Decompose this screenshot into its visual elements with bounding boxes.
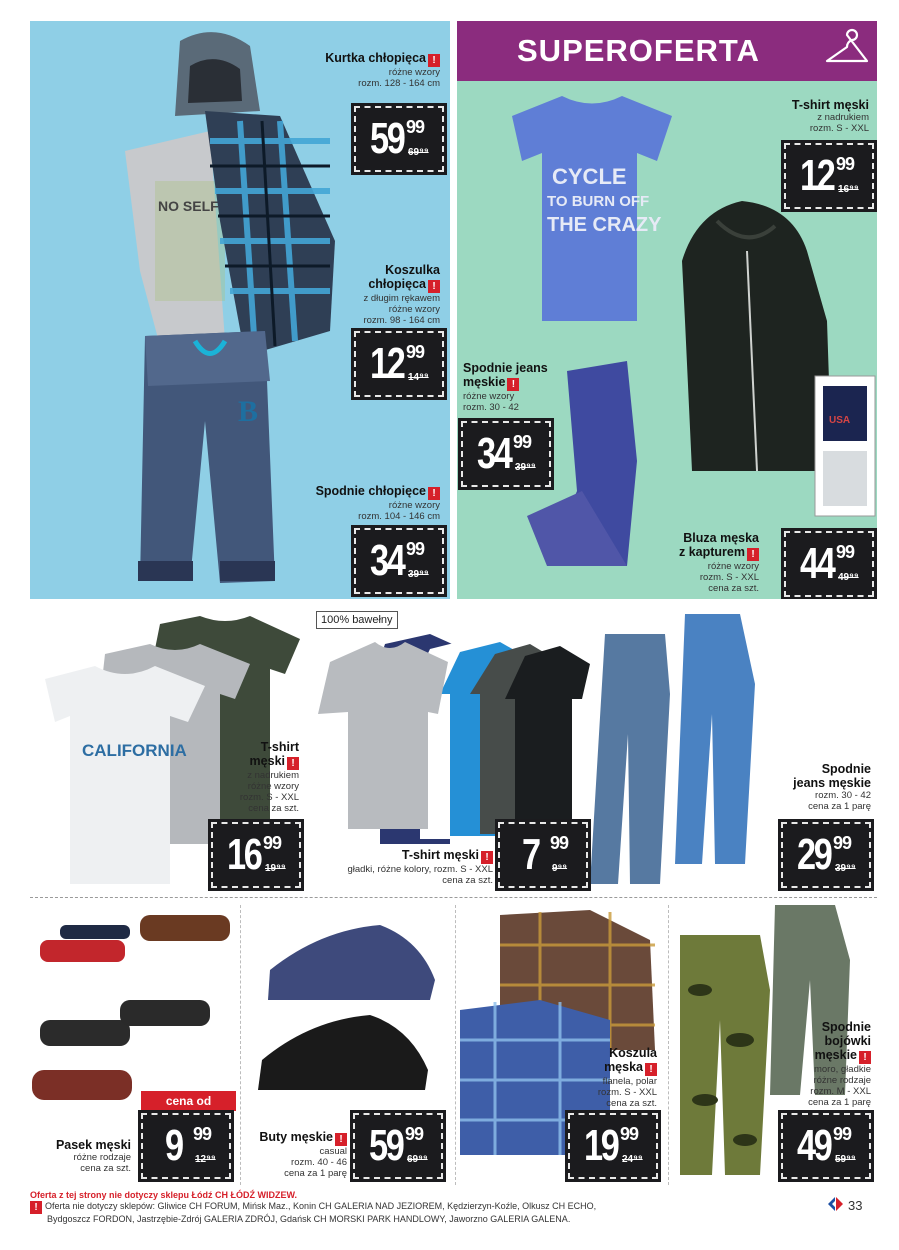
belt-info (56, 1138, 131, 1174)
price-cents: 99 (406, 539, 425, 559)
tshirt-print-1: CYCLE (552, 164, 627, 189)
product-desc-2: różne rodzaje (813, 1075, 871, 1086)
price-old: 24⁹⁹ (622, 1154, 643, 1165)
warning-icon: ! (747, 548, 759, 561)
product-name-2: męskie (463, 375, 506, 389)
product-name: Spodnie (821, 762, 871, 776)
mens-jeans-row2-info (793, 762, 871, 812)
product-desc: różne wzory (463, 391, 515, 402)
price-tag (784, 531, 874, 597)
warning-icon: ! (428, 280, 440, 293)
product-name-2: męski (249, 754, 285, 768)
product-size: rozm. 128 - 164 cm (358, 78, 440, 89)
price-main: 59 (370, 114, 404, 163)
product-desc: gładki, różne kolory, rozm. S - XXL (347, 864, 493, 875)
price-main: 59 (369, 1121, 403, 1170)
product-size: rozm. M - XXL (810, 1086, 871, 1097)
footer-line-2: Oferta nie dotyczy sklepów: Gliwice CH FORUM, Mińsk Maz., Konin CH GALERIA NAD JEZIOREM, Kędzierzyn-Koźle, Olkusz CH ECHO, (45, 1201, 597, 1211)
product-name-2: męska (604, 1060, 643, 1074)
product-desc-2: różne wzory (247, 781, 299, 792)
printed-tshirt-info (240, 740, 299, 814)
price-old: 59⁹⁹ (835, 1154, 856, 1165)
product-unit: cena za szt. (248, 803, 299, 814)
shirt-info (598, 1046, 657, 1109)
price-cents: 99 (406, 342, 425, 362)
product-unit: cena za 1 parę (808, 1097, 871, 1108)
tshirt-print-3: THE CRAZY (547, 214, 662, 236)
svg-text:NO SELF: NO SELF (158, 198, 219, 214)
carrefour-logo-icon (826, 1195, 844, 1213)
price-main: 12 (800, 151, 834, 200)
product-name-2: z kapturem (679, 545, 745, 559)
product-size: rozm. S - XXL (597, 1087, 657, 1098)
product-size: rozm. S - XXL (809, 123, 869, 134)
product-name-2: bojówki (824, 1034, 871, 1048)
product-desc: różne wzory (388, 67, 440, 78)
product-desc: różne rodzaje (73, 1152, 131, 1163)
product-name: T-shirt męski (791, 98, 869, 112)
price-tag (354, 106, 444, 172)
price-tag (354, 331, 444, 397)
footer-line-3: Bydgoszcz FORDON, Jastrzębie-Zdrój GALERIA ZDRÓJ, Gdańsk CH MORSKI PARK HANDLOWY, Jaworzno GALERIA GALENA. (47, 1214, 571, 1224)
product-name: Spodnie chłopięce (315, 484, 426, 498)
warning-icon: ! (428, 54, 440, 67)
price-cents: 99 (406, 117, 425, 137)
warning-icon: ! (335, 1133, 347, 1146)
product-size: rozm. 104 - 146 cm (358, 511, 440, 522)
product-unit: cena za szt. (442, 875, 493, 886)
row3-image (0, 900, 899, 1190)
footer-line-1: Oferta z tej strony nie dotyczy sklepu Łódź CH ŁÓDŹ WIDZEW. (30, 1190, 298, 1200)
price-tag (354, 528, 444, 594)
product-name-3: męskie (814, 1048, 857, 1062)
kids-jacket-info (325, 51, 440, 89)
price-tag (568, 1113, 658, 1179)
warning-icon: ! (859, 1051, 871, 1064)
mens-jeans-info (463, 361, 548, 413)
mens-tshirt-info (792, 98, 869, 134)
product-size: rozm. 30 - 42 (815, 790, 871, 801)
price-tag (781, 822, 871, 888)
price-tag (781, 1113, 871, 1179)
price-tag (211, 822, 301, 888)
price-cents: 99 (836, 542, 855, 562)
page-number: 33 (848, 1198, 863, 1213)
price-old: 69⁹⁹ (408, 147, 429, 158)
price-old: 14⁹⁹ (408, 372, 429, 383)
warning-icon: ! (481, 851, 493, 864)
california-print: CALIFORNIA (82, 741, 187, 760)
product-desc: różne wzory (388, 500, 440, 511)
kids-pants-info (316, 484, 440, 522)
tshirt-print-2: TO BURN OFF (547, 193, 650, 210)
price-main: 19 (584, 1121, 618, 1170)
product-unit: cena za szt. (80, 1163, 131, 1174)
price-old: 69⁹⁹ (407, 1154, 428, 1165)
mens-hoodie-info (679, 531, 759, 594)
price-main: 34 (370, 536, 404, 585)
price-old: 19⁹⁹ (265, 863, 286, 874)
warning-icon: ! (30, 1201, 42, 1214)
superoferta-panel (457, 21, 877, 599)
price-cents: 99 (193, 1124, 212, 1144)
shoes-info (259, 1130, 347, 1179)
price-cents: 99 (550, 833, 569, 853)
product-desc: casual (319, 1146, 347, 1157)
product-desc-2: różne wzory (388, 304, 440, 315)
svg-text:USA: USA (829, 415, 851, 426)
price-main: 12 (370, 339, 404, 388)
product-size: rozm. S - XXL (699, 572, 759, 583)
product-desc: z nadrukiem (817, 112, 869, 123)
price-tag (498, 822, 588, 888)
price-main: 9 (165, 1121, 182, 1170)
price-old: 39⁹⁹ (515, 462, 536, 473)
price-cents: 99 (405, 1124, 424, 1144)
product-name: T-shirt (260, 740, 299, 754)
product-size: rozm. 98 - 164 cm (363, 315, 440, 326)
product-unit: cena za szt. (606, 1098, 657, 1109)
price-old: 9⁹⁹ (552, 863, 568, 874)
price-old: 39⁹⁹ (408, 569, 429, 580)
price-from-badge: cena od (141, 1091, 236, 1111)
product-size: rozm. 40 - 46 (291, 1157, 347, 1168)
price-cents: 99 (836, 154, 855, 174)
price-main: 34 (477, 429, 511, 478)
product-size: rozm. S - XXL (239, 792, 299, 803)
product-name: T-shirt męski (401, 848, 479, 862)
price-main: 29 (797, 830, 831, 879)
price-cents: 99 (263, 833, 282, 853)
kids-tshirt-info (363, 263, 440, 326)
price-tag (141, 1113, 231, 1179)
price-old: 16⁹⁹ (838, 184, 859, 195)
kids-panel (30, 21, 450, 599)
price-tag (461, 421, 551, 487)
price-tag (353, 1113, 443, 1179)
product-unit: cena za szt. (708, 583, 759, 594)
product-name: Kurtka chłopięca (325, 51, 426, 65)
product-name: Spodnie (821, 1020, 871, 1034)
product-name: Koszula (609, 1046, 657, 1060)
product-name: Koszulka (385, 263, 440, 277)
price-cents: 99 (513, 432, 532, 452)
product-name-2: chłopięca (368, 277, 426, 291)
price-old: 39⁹⁹ (835, 863, 856, 874)
warning-icon: ! (645, 1063, 657, 1076)
price-main: 7 (522, 830, 539, 879)
price-cents: 99 (833, 1124, 852, 1144)
warning-icon: ! (507, 378, 519, 391)
product-size: rozm. 30 - 42 (463, 402, 519, 413)
plain-tshirt-info (347, 848, 493, 886)
price-main: 16 (227, 830, 261, 879)
superoferta-title: SUPEROFERTA (517, 33, 760, 68)
product-name: Spodnie jeans (463, 361, 548, 375)
cotton-badge: 100% bawełny (316, 611, 398, 629)
price-old: 12⁹⁹ (195, 1154, 216, 1165)
svg-text:B: B (238, 395, 259, 428)
product-desc: z długim rękawem (363, 293, 440, 304)
price-cents: 99 (620, 1124, 639, 1144)
price-main: 44 (800, 539, 834, 588)
product-unit: cena za 1 parę (808, 801, 871, 812)
product-unit: cena za 1 parę (284, 1168, 347, 1179)
product-name: Pasek męski (55, 1138, 131, 1152)
product-desc: z nadrukiem (247, 770, 299, 781)
divider (30, 897, 877, 898)
warning-icon: ! (287, 757, 299, 770)
product-name-2: jeans męskie (793, 776, 871, 790)
product-name: Buty męskie (259, 1130, 333, 1144)
product-desc: moro, gładkie (813, 1064, 871, 1075)
price-tag (784, 143, 874, 209)
footer-disclaimer (30, 1190, 770, 1225)
product-desc: flanela, polar (602, 1076, 657, 1087)
price-cents: 99 (833, 833, 852, 853)
product-desc: różne wzory (707, 561, 759, 572)
price-main: 49 (797, 1121, 831, 1170)
price-old: 49⁹⁹ (838, 572, 859, 583)
product-name: Bluza męska (683, 531, 759, 545)
warning-icon: ! (428, 487, 440, 500)
cargo-pants-info (808, 1020, 871, 1108)
